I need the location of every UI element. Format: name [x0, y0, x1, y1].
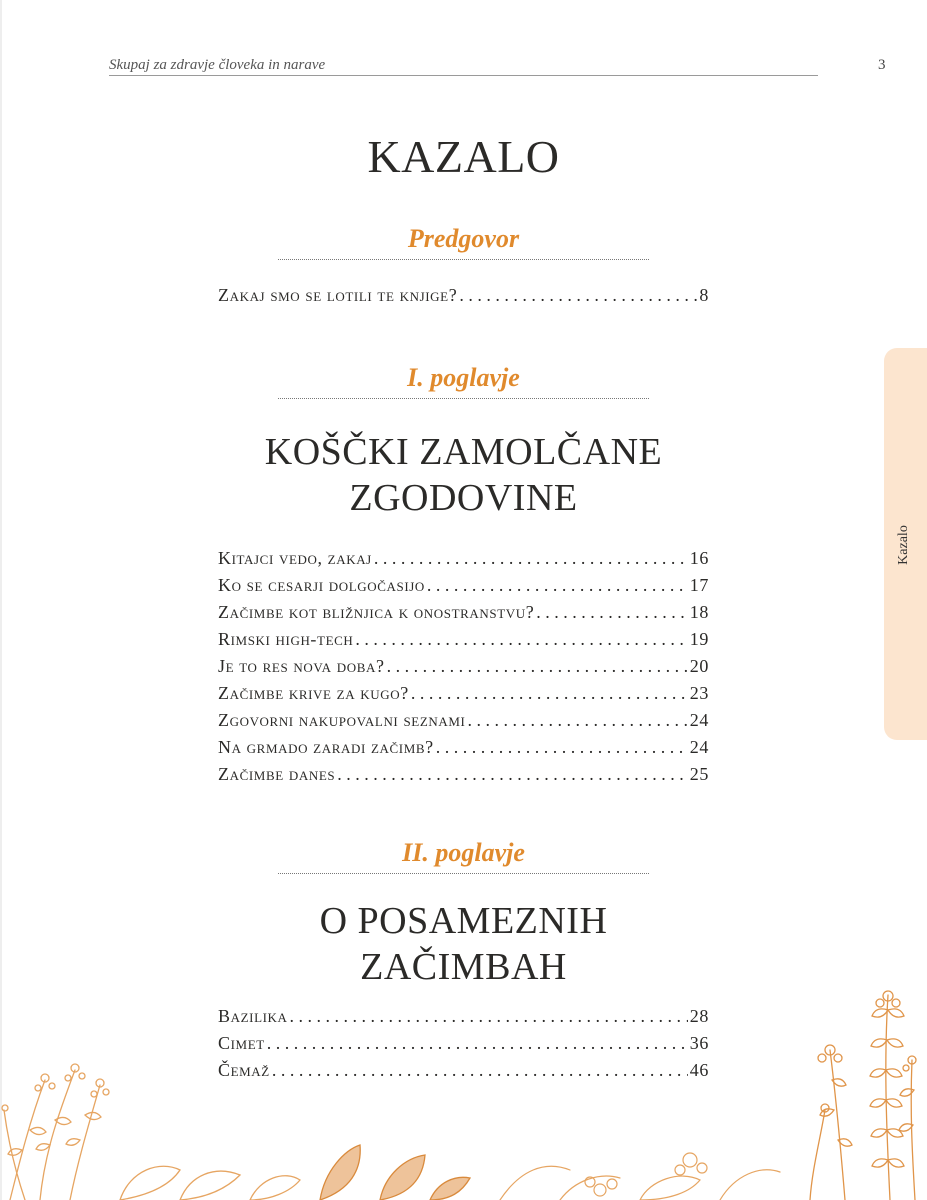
page-title: KAZALO — [367, 131, 560, 182]
toc-leader — [337, 764, 688, 785]
toc-entry-title: Je to res nova doba? — [218, 656, 385, 676]
toc-entry-page: 24 — [689, 737, 709, 757]
toc-leader — [272, 1060, 688, 1081]
toc-leader — [290, 1006, 688, 1027]
chapter-1-title-line-1: KOŠČKI ZAMOLČANE — [264, 431, 663, 473]
chapter-2-title-line-2: ZAČIMBAH — [360, 946, 567, 988]
toc-list-chapter-2 — [218, 1006, 709, 1087]
toc-leader — [411, 683, 688, 704]
toc-leader — [536, 602, 688, 623]
toc-entry[interactable] — [218, 575, 709, 602]
toc-leader — [355, 629, 687, 650]
toc-entry-title: Ko se cesarji dolgočasijo — [218, 575, 425, 595]
toc-entry[interactable] — [218, 285, 709, 312]
toc-entry-title: Čemaž — [218, 1060, 270, 1080]
toc-entry-page: 18 — [689, 602, 709, 622]
chapter-1-title-line-2: ZGODOVINE — [349, 477, 578, 519]
toc-entry-title: Začimbe krive za kugo? — [218, 683, 409, 703]
toc-entry-page: 20 — [689, 656, 709, 676]
toc-entry[interactable] — [218, 1006, 709, 1033]
section-divider — [278, 259, 649, 260]
toc-entry-title: Bazilika — [218, 1006, 288, 1026]
toc-entry[interactable] — [218, 629, 709, 656]
toc-entry[interactable] — [218, 1033, 709, 1060]
toc-leader — [387, 656, 688, 677]
toc-entry-page: 19 — [689, 629, 709, 649]
herb-illustration-bottom — [500, 1153, 780, 1200]
section-divider — [278, 873, 649, 874]
toc-entry-title: Začimbe danes — [218, 764, 336, 784]
toc-list-chapter-1 — [218, 548, 709, 791]
toc-entry-page: 28 — [689, 1006, 709, 1026]
toc-list-predgovor — [218, 285, 709, 312]
toc-leader — [374, 548, 688, 569]
toc-entry-title: Na grmado zaradi začimb? — [218, 737, 434, 757]
running-header: Skupaj za zdravje človeka in narave — [109, 57, 326, 73]
toc-entry[interactable] — [218, 737, 709, 764]
toc-leader — [427, 575, 688, 596]
toc-leader — [467, 710, 687, 731]
toc-entry-page: 17 — [689, 575, 709, 595]
toc-leader — [459, 285, 697, 306]
toc-entry[interactable] — [218, 683, 709, 710]
page-number: 3 — [878, 57, 886, 73]
herb-illustration-center — [320, 1145, 470, 1200]
toc-entry-page: 25 — [689, 764, 709, 784]
chapter-2-title-line-1: O POSAMEZNIH — [319, 900, 608, 942]
section-divider — [278, 398, 649, 399]
section-label-chapter-2: II. poglavje — [402, 838, 525, 867]
toc-entry-title: Zakaj smo se lotili te knjige? — [218, 285, 458, 305]
toc-entry-page: 16 — [689, 548, 709, 568]
toc-entry-page: 24 — [689, 710, 709, 730]
toc-entry[interactable] — [218, 602, 709, 629]
section-label-predgovor: Predgovor — [407, 224, 520, 253]
toc-entry-page: 23 — [689, 683, 709, 703]
toc-entry[interactable] — [218, 764, 709, 791]
toc-entry[interactable] — [218, 548, 709, 575]
side-tab-label: Kazalo — [896, 525, 911, 565]
section-label-chapter-1: I. poglavje — [407, 363, 520, 392]
toc-entry-page: 46 — [689, 1060, 709, 1080]
herb-illustration-right — [810, 991, 916, 1200]
toc-entry-title: Kitajci vedo, zakaj — [218, 548, 372, 568]
toc-entry-title: Zgovorni nakupovalni seznami — [218, 710, 466, 730]
toc-entry-title: Začimbe kot bližnjica k onostranstvu? — [218, 602, 535, 622]
toc-entry-page: 36 — [689, 1033, 709, 1053]
toc-leader — [436, 737, 688, 758]
header-rule — [109, 75, 818, 76]
toc-entry-page: 8 — [699, 285, 709, 305]
toc-entry-title: Cimet — [218, 1033, 265, 1053]
toc-entry-title: Rimski high-tech — [218, 629, 354, 649]
toc-leader — [267, 1033, 688, 1054]
toc-entry[interactable] — [218, 656, 709, 683]
toc-entry[interactable] — [218, 1060, 709, 1087]
toc-entry[interactable] — [218, 710, 709, 737]
